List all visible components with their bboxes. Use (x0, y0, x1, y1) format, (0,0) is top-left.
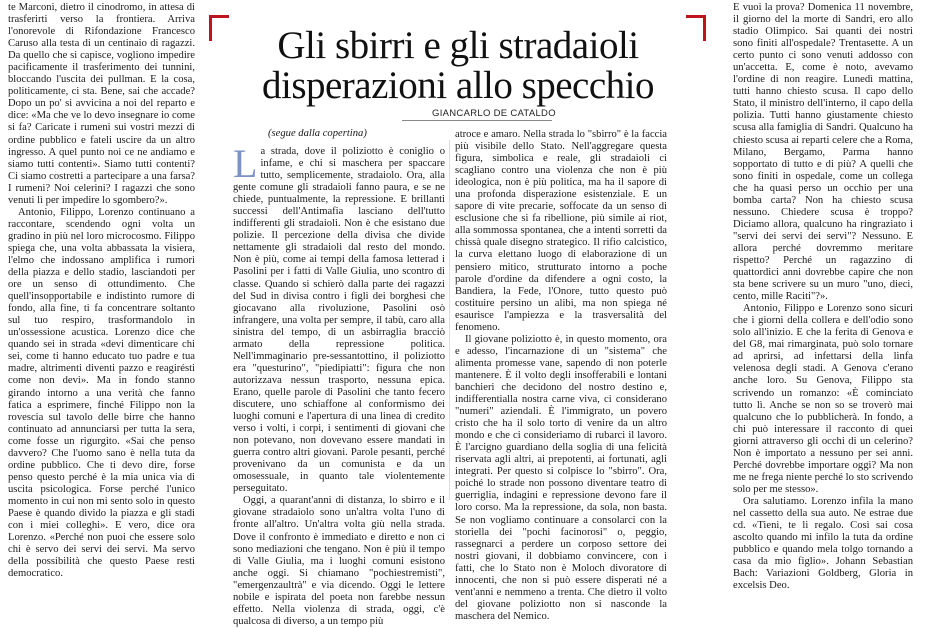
drop-cap: L (233, 141, 258, 186)
right-column (733, 2, 913, 592)
column1-paragraph-1 (233, 141, 445, 495)
left-paragraph-2: Antonio, Filippo, Lorenzo continuano a raccontare, scendendo ogni volta un gradino in più nel loro microcosmo. Filippo spiega che, una volta abbassata la visiera, l'elmo che indossano amplifica i rumori della piazza e dello stadio, lasciandoti per ore un senso di ottundimento. Che quell'insopportabile e indistinto rumore di fondo, alla fine, ti fa concentrare soltanto sul tuo respiro, trasformandolo in un'ossessione acustica. Lorenzo dice che quando sei in strada «devi dimenticare chi sei, come ti hanno educato tuo padre e tua madre, altrimenti diventi pazzo e reagirésti come non devi». Ma in fondo stanno girando intorno a una verità che fanno fatica a esprimere, finché Filippo non la rovescia sul tavolo delle birre che hanno continuato ad annunciarsi per tutta la sera, come fosse un rigurgito. «Sai che penso davvero? Che l'uomo sano è nella tuta da ordine pubblico. Che ti devo dire, forse penso questo perché è la mia unica via di uscita psicologica. Forse perché l'unico momento in cui non mi sento solo in questo Paese è quando divido la piazza e gli stadi con i miei colleghi». E vero, dice ora Lorenzo. «Perché non puoi che essere solo chi è servo dei servi dei servi. Ma servo della possibilità che questo Paese resti democratico. (8, 206, 195, 580)
title-line-1: Gli sbirri e gli stradaioli (277, 24, 639, 67)
article-column-2 (455, 129, 667, 622)
column1-paragraph-2: Oggi, a quarant'anni di distanza, lo sbirro e il giovane stradaiolo sono un'altra volta l'uno di fronte all'altro. Un'altra volta giù nella strada. Dove il confronto è immediato e diretto e non ci sono mediazioni che tengano. Non è più il tempo di Valle Giulia, ma i luoghi comuni esistono anche oggi. Si chiamano "pochiestremisti", "emergenzaultrà" e via dicendo. Oggi le lettere nobile e ispirata del poeta non farebbe nessun effetto. Nella violenza di strada, oggi, c'è qualcosa di diverso, a un tempo più (233, 495, 445, 627)
column1-paragraph-1-text: a strada, dove il poliziotto è coniglio o infame, e chi si maschera per spaccare tutto, semplicemente, stradaiolo. Ora, alla gente comune gli stradaioli fanno paura, e se ne chiede, puntualmente, la repressione. E brillanti successi dell'Antimafia lasciano dell'tutto indifferenti gli stradaioli. Non è che esistano due polizie. Il percezione della divisa che divide nettamente gli stradaioli dal resto del mondo. Non è più, come ai tempi della famosa letterad i Pasolini per i fatti di Valle Giulia, uno scontro di classe. Quando si schierò dalla parte dei ragazzi del Sud in divisa contro i figli dei borghesi che giocavano alla rivoluzione, Pasolini osò infrangere, una volta per sempre, il tabù, caro alla sinistra del tempo, di un asbirraglia bracciò armato della repressione politica. Nell'immaginario pre-sessantottino, il poliziotto era "questurino", "piedipiatti": figura che non autorizzava nessun trasporto, nessuna epica. Erano, quelle parole di Pasolini che tanto fecero discutere, uno schiaffone al conformismo dei luoghi comuni e l'apertura di una linea di credito verso i volti, i corpi, i sentimenti di giovani che non potevano, non dovevano essere mandati in guerra contro altri giovani. Parole pesanti, perché provenivano da un comunista e da un omosessuale, in quanto tale violentemente perseguitato. (233, 146, 445, 495)
corner-mark-top-right-h (686, 15, 706, 18)
right-paragraph-3: Ora salutiamo. Lorenzo infila la mano nel cassetto della sua auto. Ne estrae due cd. «Tieni, te li regalo. Così sai cosa ascolto quando mi infilo la tuta da ordine pubblico e quando mela tolgo tornando a casa da mio figlio». Johann Sebastian Bach: Variazioni Goldberg, Gloria in excelsis Deo. (733, 495, 913, 592)
left-column (8, 2, 195, 580)
corner-mark-top-left-h (209, 15, 229, 18)
title-line-2: disperazioni allo specchio (261, 64, 655, 107)
right-paragraph-1: E vuoi la prova? Domenica 11 novembre, il giorno del la morte di Sandri, ero allo stadio Olimpico. Sai quanti dei nostri sono finiti all'ospedale? Trentasette. A un certo punto ci sono venuti addosso con un'accetta. E, come è noto, avevamo l'ordine di non reagire. Lunedì mattina, tutti hanno chiesto scusa. Il capo dello Stato, il ministro dell'interno, il capo della polizia. Tutti hanno giustamente chiesto scusa alla famiglia di Sandri. Qualcuno ha chiesto scusa ai reparti celere che a Roma, Milano, Bergamo, Parma hanno sopportato di tutto e di più? A quelli che sono finiti in ospedale, come un collega che ha quasi perso un occhio per una bomba carta? Non ha chiesto scusa nessuno. Chiedere scusa è troppo? Diciamo allora, qualcuno ha ringraziato i "servi dei servi dei servi"? Nessuno. E allora perché dovremmo meritare rispetto? Perché un ragazzino di quattordici anni dovrebbe capire che non sta bene scrivere su un muro "uno, dieci, cento, mille Raciti"?». (733, 2, 913, 303)
right-paragraph-2: Antonio, Filippo e Lorenzo sono sicuri che i giorni della collera e dell'odio sono solo all'inizio. E che la ferita di Genova e del G8, mai rimarginata, può solo tornare ad aprirsi, ad infettarsi della linfa velenosa degli stadi. A Genova c'erano anche loro. Su Genova, Filippo sta scrivendo un romanzo: «È cominciato tutto lì. Anche se non so se troverò mai qualcuno che lo pubblicherà. In fondo, a chi può interessare il racconto di quei giorni attraverso gli occhi di un celerino? Non è importato a nessuno per sei anni. Perché dovrebbe importare oggi? Ma non me ne frega niente perché lo sto scrivendo solo per me stesso». (733, 303, 913, 495)
column2-paragraph-2: Il giovane poliziotto è, in questo momento, ora e adesso, l'incarnazione di un "sistema" che alimenta promesse vane, sapendo di non poterle mantenere. È il volto degli insofferabili e lontani banchieri che decidono del nostro destino e, indifferentialla nostra carne viva, ci considerano "numeri" aziendali. È l'immigrato, un povero cristo che ha il solo torto di venire da un altro mondo e che ci consideriamo di rubarci il lavoro. È l'arcigno guardiano della soglia di una felicità riservata agli altri, ai prepotenti, ai fortunati, agli integrati. Per questo si colpisce lo "sbirro". Ora, poiché lo strade non possono diventare teatro di guerriglia, indagini e repressione devono fare il loro corso. Ma la repressione, da sola, non basta. Se non vogliamo continuare a consolarci con la storiella dei "pochi facinorosi" o, peggio, rassegnarci a perdere un corposo settore dei nostri giovani, il dobbiamo convincere, con i fatti, che lo Stato non è Moloch divoratore di innocenti, che non si può essere disperati né a vent'anni e nemmeno a trenta. Che dietro il volto del giovane poliziotto non si nasconde la maschera del Nemico. (455, 333, 667, 622)
byline: GIANCARLO DE CATALDO (432, 108, 556, 119)
continued-note: (segue dalla copertina) (268, 128, 367, 139)
left-paragraph-1: te Marconi, dietro il cinodromo, in attesa di trasferirti verso la frontiera. Arriva l'onorevole di Rifondazione Francesco Caruso alla testa di un centinaio di ragazzi. Da quello che si capisce, vogliono impedire pacificamente il trasferimento dei tunnini, bloccando l'uscita dei pullman. E la cosa, politicamente, ci sta. Bene, sai che accade? Dopo un po' si avvicina a noi del reparto e dice: «Ma che ve lo devo insegnare io come si fa? Caricate i rumeni sui vostri mezzi di ordine pubblico e fateli uscire da un altro ingresso. A quel punto noi ce ne andiamo e siamo tutti contenti». Siamo tutti contenti? Ci siamo costretti a partecipare a una farsa? I rumeni? Noi celerini? I ragazzi che sono venuti lì per impedire lo sgombero?». (8, 2, 195, 206)
column-divider (449, 140, 450, 500)
article-title (210, 26, 706, 106)
byline-rule (402, 120, 552, 121)
article-column-1 (233, 141, 445, 627)
column2-paragraph-1: atroce e amaro. Nella strada lo "sbirro" è la faccia più visibile dello Stato. Nell'aggregare questa figura, simbolica e reale, gli stradaioli ci scagliano contro una violenza che non è più ideologica, non è più politica, ma ha il sapore di una profonda disperazione esistenziale. E un sapore di vite precarie, soffocate da un senso di esclusione che si fa ribellione, più simile ai riot, alla sommossa spontanea, che a intenti sorretti da chissà quale disegno strategico. Il rifio calcistico, la curva elettano luogo di elaborazione di un pensiero mitico, strutturato intorno a poche parole d'ordine da difendere a ogni costo, la Bandiera, la Fede, l'Onore, tutto questo può costituire persino un alibi, ma non spiega né esaurisce l'ampiezza e la trasversalità del fenomeno. (455, 129, 667, 333)
